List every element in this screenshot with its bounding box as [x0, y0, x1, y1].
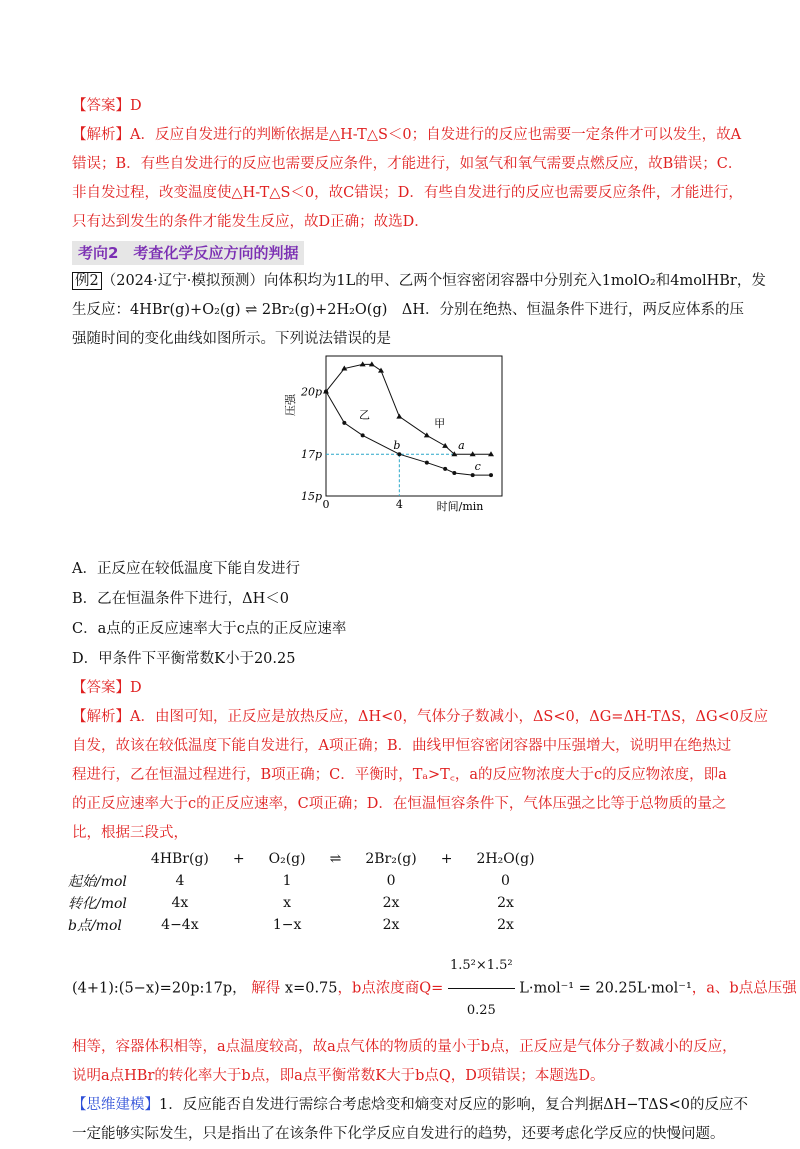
- table-cell: b点/mol: [68, 918, 122, 934]
- example-label: 例2: [72, 272, 102, 290]
- x-axis-label: 时间/min: [436, 500, 484, 513]
- answer-1: [72, 92, 732, 121]
- table-cell: O₂(g): [268, 851, 306, 867]
- table-cell: 2x: [497, 917, 514, 933]
- analysis-line: 比，根据三段式，: [72, 825, 188, 841]
- table-cell: 2x: [382, 895, 400, 911]
- calc-conc-label: ，b点浓度商Q=: [337, 980, 444, 997]
- analysis-1: [72, 121, 743, 237]
- calc-fraction: [448, 944, 515, 1033]
- data-point-triangle: [378, 368, 384, 373]
- table-cell: [64, 848, 139, 870]
- data-point-dot: [443, 467, 447, 471]
- table-cell: 4x: [171, 895, 189, 911]
- series-label-jia: 甲: [434, 417, 446, 431]
- table-cell: 2x: [497, 895, 514, 911]
- table-cell: 1−x: [272, 917, 302, 933]
- analysis-line: 只有达到发生的条件才能发生反应，故D正确；故选D．: [72, 214, 429, 230]
- calc-solve-value: x=0.75: [284, 980, 338, 997]
- option-d: D．甲条件下平衡常数K小于20.25: [72, 651, 296, 667]
- table-cell: x: [283, 895, 292, 911]
- analysis-line: 错误；B．有些自发进行的反应也需要反应条件，才能进行，如氢气和氧气需要点燃反应，故B错误；C．: [72, 156, 743, 172]
- table-cell: [221, 870, 257, 892]
- analysis-tag: 【解析】: [72, 709, 130, 725]
- table-cell: +: [440, 851, 453, 867]
- thinking-tag: 【思维建模】: [72, 1097, 159, 1113]
- table-cell: [429, 870, 465, 892]
- table-cell: 2x: [382, 917, 400, 933]
- data-point-dot: [425, 461, 429, 465]
- thinking-line: 1．反应能否自发进行需综合考虑焓变和熵变对反应的影响，复合判据ΔH−TΔS<0的反应不: [159, 1097, 748, 1113]
- y-tick-label: 17p: [300, 448, 322, 462]
- answer-value: D: [130, 98, 142, 114]
- data-point-dot: [471, 473, 475, 477]
- pressure-time-chart: [220, 356, 520, 513]
- analysis-line: A．反应自发进行的判断依据是△H-T△S＜0；自发进行的反应也需要一定条件才可以发生，故A: [130, 127, 742, 143]
- data-point-triangle: [442, 443, 448, 448]
- option-c: C．a点的正反应速率大于c点的正反应速率: [72, 621, 347, 637]
- table-cell: [318, 914, 354, 936]
- table-cell: [429, 914, 465, 936]
- table-cell: +: [232, 851, 245, 867]
- table-cell: [318, 892, 354, 914]
- table-cell: 转化/mol: [68, 896, 127, 912]
- series-line-jia: [326, 364, 491, 454]
- example-line: 强随时间的变化曲线如图所示。下列说法错误的是: [72, 331, 391, 347]
- fraction-numerator: 1.5²×1.5²: [448, 944, 515, 989]
- calc-text-line: 说明a点HBr的转化率大于b点，即a点平衡常数K大于b点Q，D项错误；本题选D。: [72, 1068, 605, 1084]
- example-question: [72, 267, 766, 354]
- table-row: [64, 914, 547, 936]
- answer-tag: 【答案】: [72, 680, 130, 696]
- calc-solve-label: 解得: [251, 980, 281, 997]
- data-point-triangle: [424, 432, 430, 437]
- analysis-line: 非自发过程，改变温度使△H-T△S＜0，故C错误；D．有些自发进行的反应也需要反应条件，才能进行，: [72, 185, 743, 201]
- table-cell: 0: [501, 873, 510, 889]
- point-label-c: c: [474, 460, 481, 474]
- data-point-dot: [489, 473, 493, 477]
- data-point-triangle: [396, 414, 402, 419]
- data-point-dot: [361, 433, 365, 437]
- calc-line: [72, 944, 797, 1033]
- table-cell: ⇌: [329, 851, 342, 867]
- table-cell: 4−4x: [161, 917, 199, 933]
- series-label-yi: 乙: [359, 408, 370, 422]
- table-cell: 起始/mol: [68, 874, 127, 890]
- thinking-model: [72, 1091, 748, 1149]
- table-cell: [318, 870, 354, 892]
- calc-text-line: 相等，容器体积相等，a点温度较高，故a点气体的物质的量小于b点，正反应是气体分子数减小的反应，: [72, 1039, 737, 1055]
- analysis-line: A．由图可知，正反应是放热反应，ΔH<0，气体分子数减小，ΔS<0，ΔG=ΔH-TΔS，ΔG<0反应: [130, 709, 768, 725]
- table-cell: [221, 892, 257, 914]
- fraction-denominator: 0.25: [466, 1003, 496, 1018]
- table-cell: 4HBr(g): [150, 851, 209, 867]
- x-tick-label: 4: [395, 498, 403, 511]
- point-label-a: a: [458, 439, 465, 453]
- table-header-row: [64, 848, 547, 870]
- x-tick-label: 0: [322, 498, 330, 511]
- analysis-line: 程进行，乙在恒温过程进行，B项正确；C．平衡时，Tₐ>T꜀，a的反应物浓度大于c的反应物浓度，即a: [72, 767, 727, 783]
- data-point-dot: [324, 390, 328, 394]
- data-point-dot: [397, 452, 401, 456]
- data-point-dot: [342, 421, 346, 425]
- answer-value: D: [130, 680, 142, 696]
- point-label-b: b: [393, 439, 401, 453]
- data-point-dot: [452, 471, 456, 475]
- option-b: B．乙在恒温条件下进行，ΔH＜0: [72, 591, 289, 607]
- series-line-yi: [326, 392, 491, 476]
- table-row: [64, 870, 547, 892]
- example-line: 生反应：4HBr(g)+O₂(g) ⇌ 2Br₂(g)+2H₂O(g) ΔH．分别在绝热、恒温条件下进行，两反应体系的压: [72, 302, 745, 318]
- y-tick-label: 20p: [300, 385, 322, 399]
- table-cell: 1: [282, 873, 292, 889]
- thinking-line: 一定能够实际发生，只是指出了在该条件下化学反应自发进行的趋势，还要考虑化学反应的快慢问题。: [72, 1126, 725, 1142]
- table-cell: [221, 914, 257, 936]
- table-cell: 2Br₂(g): [365, 851, 417, 867]
- analysis-line: 的正反应速率大于c的正反应速率，C项正确；D．在恒温恒容条件下，气体压强之比等于总物质的量之: [72, 796, 727, 812]
- page-content: [68, 92, 797, 1149]
- example-line: （2024·辽宁·模拟预测）向体积均为1L的甲、乙两个恒容密闭容器中分别充入1molO₂和4molHBr，发: [101, 273, 766, 289]
- answer-tag: 【答案】: [72, 98, 130, 114]
- analysis-2: [72, 703, 768, 848]
- y-axis-label: 压强: [284, 394, 297, 416]
- table-cell: 2H₂O(g): [476, 851, 535, 867]
- three-stage-table: [64, 848, 547, 936]
- analysis-tag: 【解析】: [72, 127, 130, 143]
- y-tick-label: 15p: [300, 490, 322, 503]
- answer-2: [72, 674, 732, 703]
- calc-conc-tail: L·mol⁻¹ = 20.25L·mol⁻¹: [519, 980, 692, 997]
- table-cell: 0: [386, 873, 396, 889]
- section-title: 考向2 考查化学反应方向的判据: [72, 241, 304, 265]
- options-list: [72, 554, 732, 674]
- table-row: [64, 892, 547, 914]
- option-a: A．正反应在较低温度下能自发进行: [72, 561, 300, 577]
- calc-eq: (4+1):(5−x)=20p:17p，: [72, 980, 247, 997]
- analysis-line: 自发，故该在较低温度下能自发进行，A项正确；B．曲线甲恒容密闭容器中压强增大，说明甲在绝热过: [72, 738, 732, 754]
- chart-svg: [220, 356, 520, 513]
- table-cell: 4: [175, 873, 185, 889]
- table-cell: [429, 892, 465, 914]
- calc-tail: ，a、b点总压强: [691, 980, 797, 997]
